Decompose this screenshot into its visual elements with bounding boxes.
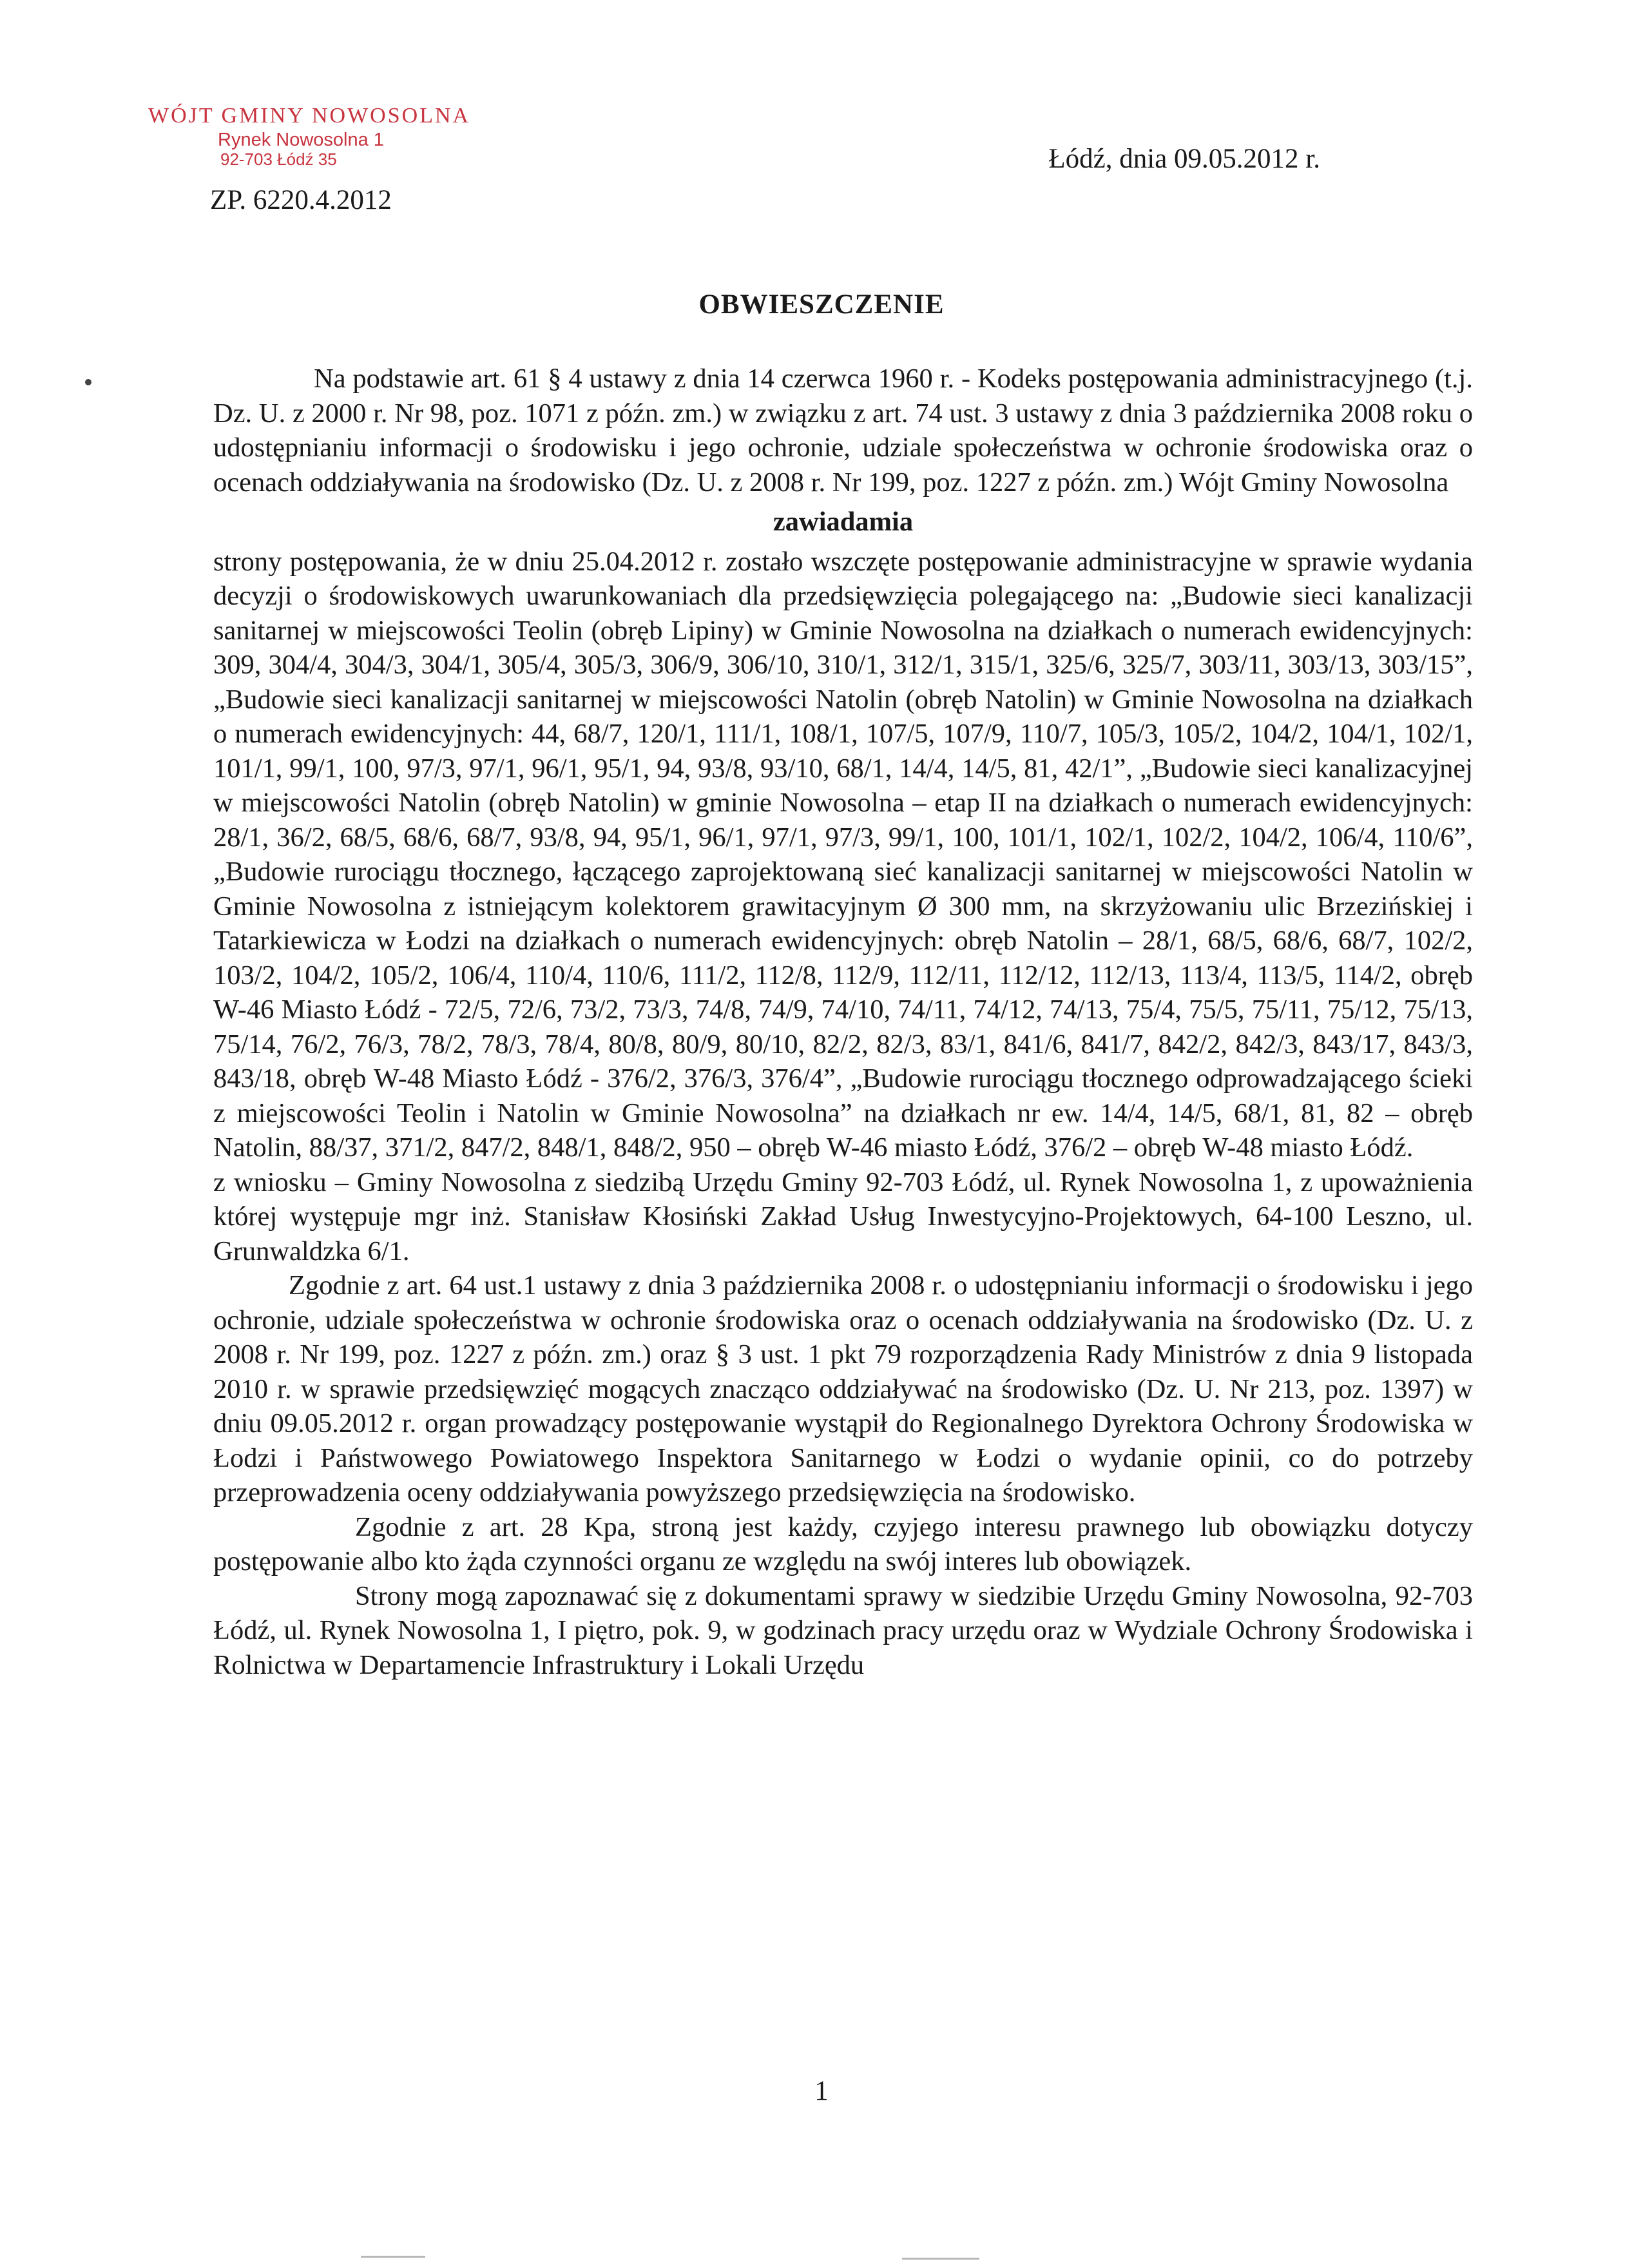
document-title: OBWIESZCZENIE — [698, 289, 945, 320]
document-body — [213, 362, 1473, 1682]
stamp-authority-name: WÓJT GMINY NOWOSOLNA — [148, 104, 471, 128]
announce-word: zawiadamia — [773, 507, 914, 537]
stamp-address-street: Rynek Nowosolna 1 — [218, 130, 384, 150]
applicant-paragraph: z wniosku – Gminy Nowosolna z siedzibą Urzędu Gminy 92-703 Łódź, ul. Rynek Nowosolna 1, z upoważnienia której występuje mgr inż. Stanisław Kłosiński Zakład Usług Inwestycyjno-Projektowych, 64-100 Leszno, ul. Grunwaldzka 6/1. — [213, 1167, 1473, 1266]
official-stamp — [148, 105, 470, 168]
documents-paragraph: Strony mogą zapoznawać się z dokumentami sprawy w siedzibie Urzędu Gminy Nowosolna, 92-703 Łódź, ul. Rynek Nowosolna 1, I piętro, pok. 9, w godzinach pracy urzędu oraz w Wydziale Ochrony Środowiska i Rolnictwa w Departamencie Infrastruktury i Lokali Urzędu — [213, 1580, 1473, 1680]
scan-artifact-line — [361, 2256, 425, 2258]
place-and-date: Łódź, dnia 09.05.2012 r. — [1048, 144, 1320, 174]
main-paragraph: strony postępowania, że w dniu 25.04.2012 r. zostało wszczęte postępowanie administracyjne w sprawie wydania decyzji o środowiskowych uwarunkowaniach dla przedsięwzięcia polegającego na: „Budowie sieci kanalizacji sanitarnej w miejscowości Teolin (obręb Lipiny) w Gminie Nowosolna na działkach o numerach ewidencyjnych: 309, 304/4, 304/3, 304/1, 305/4, 305/3, 306/9, 306/10, 310/1, 312/1, 315/1, 325/6, 325/7, 303/11, 303/13, 303/15”, „Budowie sieci kanalizacji sanitarnej w miejscowości Natolin (obręb Natolin) w Gminie Nowosolna na działkach o numerach ewidencyjnych: 44, 68/7, 120/1, 111/1, 108/1, 107/5, 107/9, 110/7, 105/3, 105/2, 104/2, 104/1, 102/1, 101/1, 99/1, 100, 97/3, 97/1, 96/1, 95/1, 94, 93/8, 93/10, 68/1, 14/4, 14/5, 81, 42/1”, „Budowie sieci kanalizacyjnej w miejscowości Natolin (obręb Natolin) w gminie Nowosolna – etap II na działkach o numerach ewidencyjnych: 28/1, 36/2, 68/5, 68/6, 68/7, 93/8, 94, 95/1, 96/1, 97/1, 97/3, 99/1, 100, 101/1, 102/1, 102/2, 104/2, 106/4, 110/6”, „Budowie rurociągu tłocznego, łączącego zaprojektowaną sieć kanalizacji sanitarnej w miejscowości Natolin w Gminie Nowosolna z istniejącym kolektorem grawitacyjnym Ø 300 mm, na skrzyżowaniu ulic Brzezińskiej i Tatarkiewicza w Łodzi na działkach o numerach ewidencyjnych: obręb Natolin – 28/1, 68/5, 68/6, 68/7, 102/2, 103/2, 104/2, 105/2, 106/4, 110/4, 110/6, 111/2, 112/8, 112/9, 112/11, 112/12, 112/13, 113/4, 113/5, 114/2, obręb W-46 Miasto Łódź - 72/5, 72/6, 73/2, 73/3, 74/8, 74/9, 74/10, 74/11, 74/12, 74/13, 75/4, 75/5, 75/11, 75/12, 75/13, 75/14, 76/2, 76/3, 78/2, 78/3, 78/4, 80/8, 80/9, 80/10, 82/2, 82/3, 83/1, 841/6, 841/7, 842/2, 842/3, 843/17, 843/3, 843/18, obręb W-48 Miasto Łódź - 376/2, 376/3, 376/4”, „Budowie rurociągu tłocznego odprowadzającego ścieki z miejscowości Teolin i Natolin w Gminie Nowosolna” na działkach nr ew. 14/4, 14/5, 68/1, 81, 82 – obręb Natolin, 88/37, 371/2, 847/2, 848/1, 848/2, 950 – obręb W-46 miasto Łódź, 376/2 – obręb W-48 miasto Łódź. — [213, 546, 1473, 1163]
opinion-paragraph: Zgodnie z art. 64 ust.1 ustawy z dnia 3 października 2008 r. o udostępnianiu informacji o środowisku i jego ochronie, udziale społeczeństwa w ochronie środowiska oraz o ocenach oddziaływania na środowisko (Dz. U. z 2008 r. Nr 199, poz. 1227 z późn. zm.) oraz § 3 ust. 1 pkt 79 rozporządzenia Rady Ministrów z dnia 9 listopada 2010 r. w sprawie przedsięwzięć mogących znacząco oddziaływać na środowisko (Dz. U. Nr 213, poz. 1397) w dniu 09.05.2012 r. organ prowadzący postępowanie wystąpił do Regionalnego Dyrektora Ochrony Środowiska w Łodzi i Państwowego Powiatowego Inspektora Sanitarnego w Łodzi o wydanie opinii, co do potrzeby przeprowadzenia oceny oddziaływania powyższego przedsięwzięcia na środowisko. — [213, 1270, 1473, 1507]
page-number: 1 — [814, 2076, 829, 2106]
stamp-address-postal: 92-703 Łódź 35 — [220, 150, 337, 169]
party-paragraph: Zgodnie z art. 28 Kpa, stroną jest każdy, czyjego interesu prawnego lub obowiązku dotyczy postępowanie albo kto żąda czynności organu ze względu na swój interes lub obowiązek. — [213, 1511, 1473, 1576]
intro-paragraph: Na podstawie art. 61 § 4 ustawy z dnia 14 czerwca 1960 r. - Kodeks postępowania administracyjnego (t.j. Dz. U. z 2000 r. Nr 98, poz. 1071 z późn. zm.) w związku z art. 74 ust. 3 ustawy z dnia 3 października 2008 roku o udostępnianiu informacji o środowisku i jego ochronie, udziale społeczeństwa w ochronie środowiska oraz o ocenach oddziaływania na środowisko (Dz. U. z 2008 r. Nr 199, poz. 1227 z późn. zm.) Wójt Gminy Nowosolna — [213, 363, 1473, 498]
scan-artifact-line — [902, 2258, 979, 2260]
margin-mark — [85, 379, 91, 385]
reference-number: ZP. 6220.4.2012 — [210, 185, 392, 215]
